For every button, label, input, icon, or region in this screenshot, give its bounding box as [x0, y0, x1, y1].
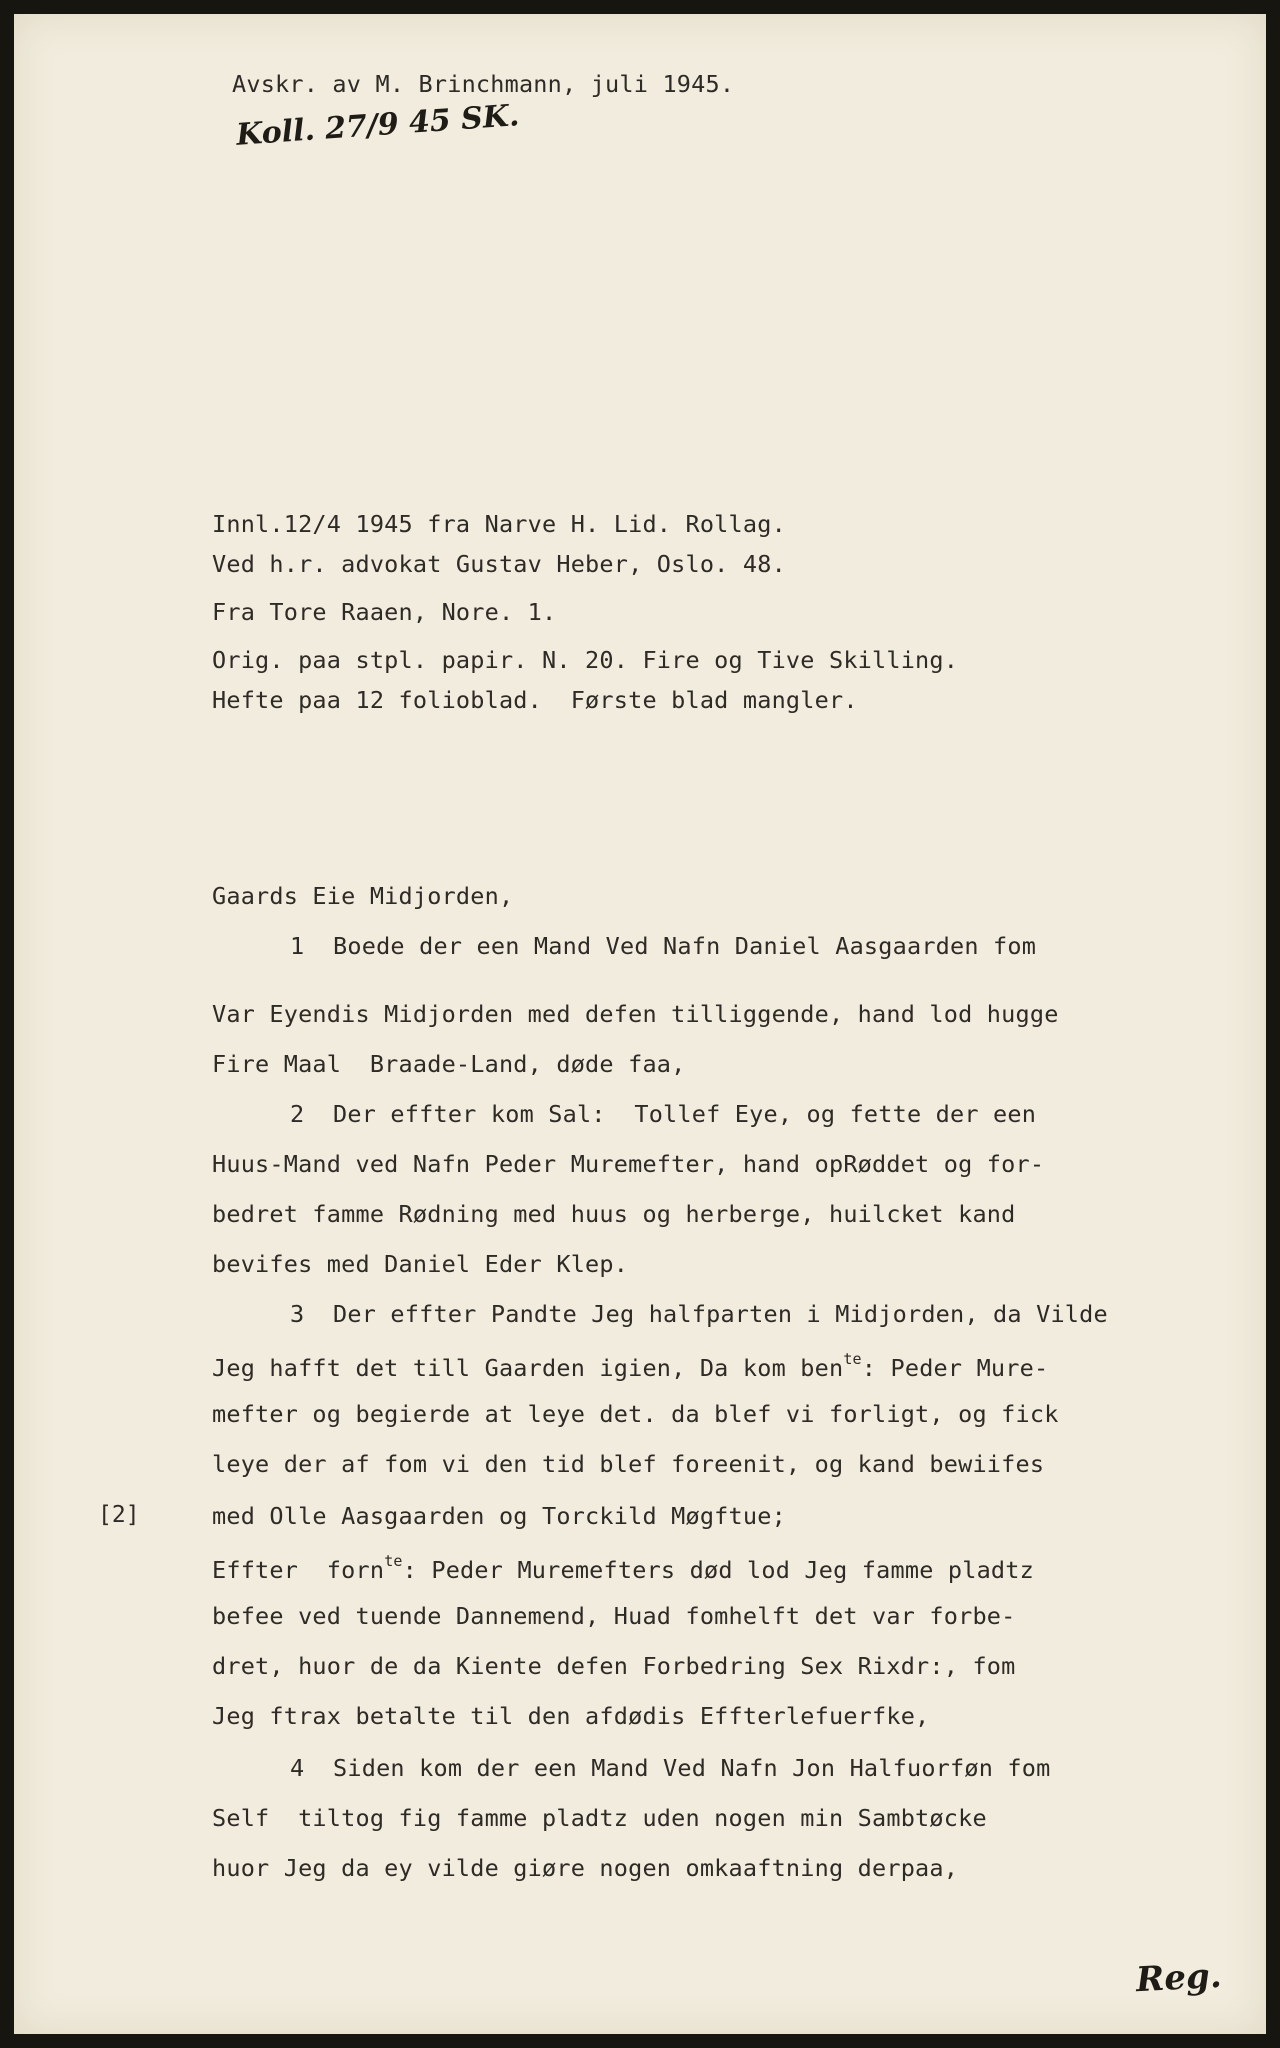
section-heading: Gaards Eie Midjorden,: [212, 882, 514, 910]
body-line: huor Jeg da ey vilde giøre nogen omkaaftning derpaa,: [212, 1854, 959, 1882]
body-line: bevifes med Daniel Eder Klep.: [212, 1250, 629, 1278]
body-line: 2 Der effter kom Sal: Tollef Eye, og fette der een: [290, 1100, 1037, 1128]
intro-line: Fra Tore Raaen, Nore. 1.: [212, 598, 557, 626]
handwritten-collation-note: Koll. 27/9 45 SK.: [235, 98, 521, 153]
body-line: [212, 1552, 1034, 1584]
intro-line: Innl.12/4 1945 fra Narve H. Lid. Rollag.: [212, 510, 786, 538]
body-line: Self tiltog fig famme pladtz uden nogen min Sambtøcke: [212, 1804, 987, 1832]
intro-line: Orig. paa stpl. papir. N. 20. Fire og Tive Skilling.: [212, 646, 959, 674]
body-line-tail: : Peder Mure-: [861, 1354, 1049, 1382]
handwritten-reg-note: Reg.: [1135, 1955, 1223, 2001]
page-marker: [2]: [98, 1502, 140, 1528]
superscript: te: [384, 1552, 403, 1570]
body-line: Var Eyendis Midjorden med defen tilliggende, hand lod hugge: [212, 1000, 1059, 1028]
transcript-note: Avskr. av M. Brinchmann, juli 1945.: [232, 70, 735, 98]
body-line: 3 Der effter Pandte Jeg halfparten i Midjorden, da Vilde: [290, 1300, 1108, 1328]
body-line: leye der af fom vi den tid blef foreenit, og kand bewiifes: [212, 1450, 1045, 1478]
body-line: med Olle Aasgaarden og Torckild Møgftue;: [212, 1502, 786, 1530]
body-line-text: Jeg hafft det till Gaarden igien, Da kom ben: [212, 1354, 844, 1382]
intro-line: Hefte paa 12 folioblad. Første blad mangler.: [212, 686, 858, 714]
body-line: 4 Siden kom der een Mand Ved Nafn Jon Halfuorføn fom: [290, 1754, 1051, 1782]
body-line: Fire Maal Braade-Land, døde faa,: [212, 1050, 686, 1078]
superscript: te: [843, 1350, 862, 1368]
body-line: bedret famme Rødning med huus og herberge, huilcket kand: [212, 1200, 1016, 1228]
document-page: [14, 14, 1266, 2034]
body-line: mefter og begierde at leye det. da blef vi forligt, og fick: [212, 1400, 1059, 1428]
body-line-tail: : Peder Muremefters død lod Jeg famme pladtz: [402, 1556, 1034, 1584]
body-line: Huus-Mand ved Nafn Peder Muremefter, hand opRøddet og for-: [212, 1150, 1045, 1178]
body-line-text: Effter forn: [212, 1556, 385, 1584]
body-line: Jeg ftrax betalte til den afdødis Effterlefuerfke,: [212, 1702, 930, 1730]
body-line: dret, huor de da Kiente defen Forbedring Sex Rixdr:, fom: [212, 1652, 1016, 1680]
body-line: befee ved tuende Dannemend, Huad fomhelft det var forbe-: [212, 1602, 1016, 1630]
body-line: [212, 1350, 1048, 1382]
body-line: 1 Boede der een Mand Ved Nafn Daniel Aasgaarden fom: [290, 932, 1037, 960]
intro-line: Ved h.r. advokat Gustav Heber, Oslo. 48.: [212, 550, 786, 578]
